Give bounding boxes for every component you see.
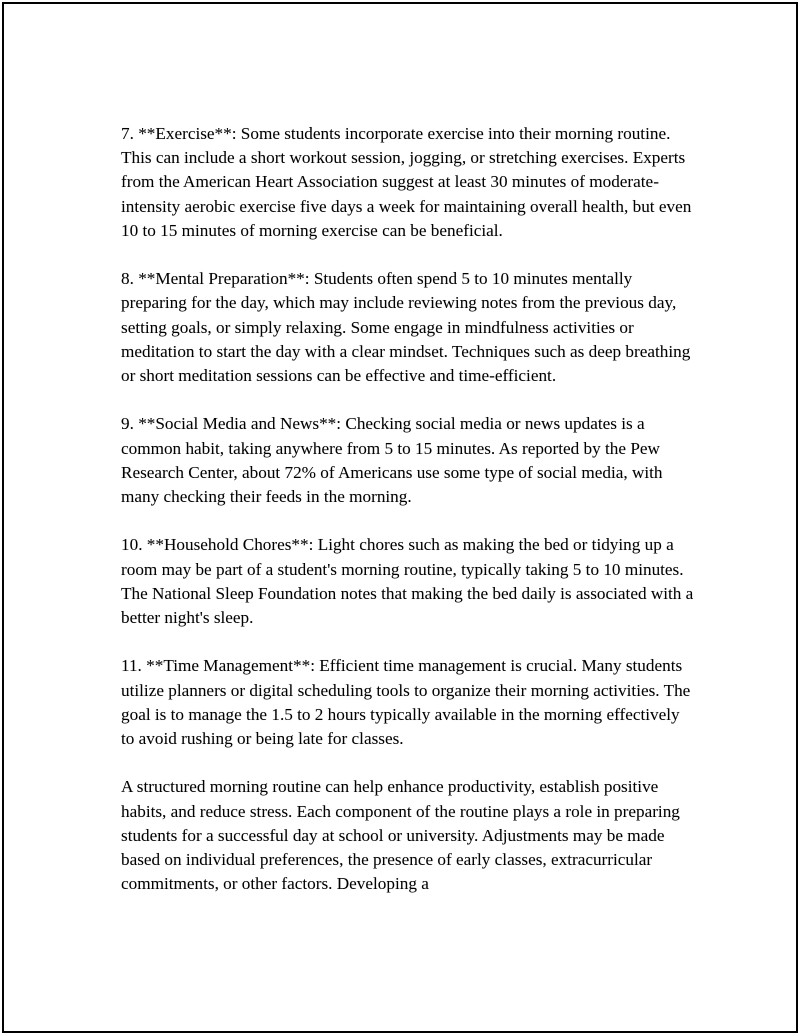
document-body <box>121 122 696 921</box>
paragraph-exercise: 7. **Exercise**: Some students incorporate exercise into their morning routine. This can include a short workout session, jogging, or stretching exercises. Experts from the American Heart Association suggest at least 30 minutes of moderate-intensity aerobic exercise five days a week for maintaining overall health, but even 10 to 15 minutes of morning exercise can be beneficial. <box>121 124 692 240</box>
paragraph-time-management: 11. **Time Management**: Efficient time management is crucial. Many students utilize planners or digital scheduling tools to organize their morning activities. The goal is to manage the 1.5 to 2 hours typically available in the morning effectively to avoid rushing or being late for classes. <box>121 656 691 749</box>
paragraph-mental-preparation: 8. **Mental Preparation**: Students often spend 5 to 10 minutes mentally preparing for the day, which may include reviewing notes from the previous day, setting goals, or simply relaxing. Some engage in mindfulness activities or meditation to start the day with a clear mindset. Techniques such as deep breathing or short meditation sessions can be effective and time-efficient. <box>121 269 691 386</box>
page-frame <box>2 2 798 1033</box>
paragraph-household-chores: 10. **Household Chores**: Light chores such as making the bed or tidying up a room may be part of a student's morning routine, typically taking 5 to 10 minutes. The National Sleep Foundation notes that making the bed daily is associated with a better night's sleep. <box>121 535 694 628</box>
paragraph-social-media-news: 9. **Social Media and News**: Checking social media or news updates is a common habit, taking anywhere from 5 to 15 minutes. As reported by the Pew Research Center, about 72% of Americans use some type of social media, with many checking their feeds in the morning. <box>121 414 663 507</box>
paragraph-conclusion: A structured morning routine can help enhance productivity, establish positive habits, and reduce stress. Each component of the routine plays a role in preparing students for a successful day at school or university. Adjustments may be made based on individual preferences, the presence of early classes, extracurricular commitments, or other factors. Developing a <box>121 777 680 894</box>
